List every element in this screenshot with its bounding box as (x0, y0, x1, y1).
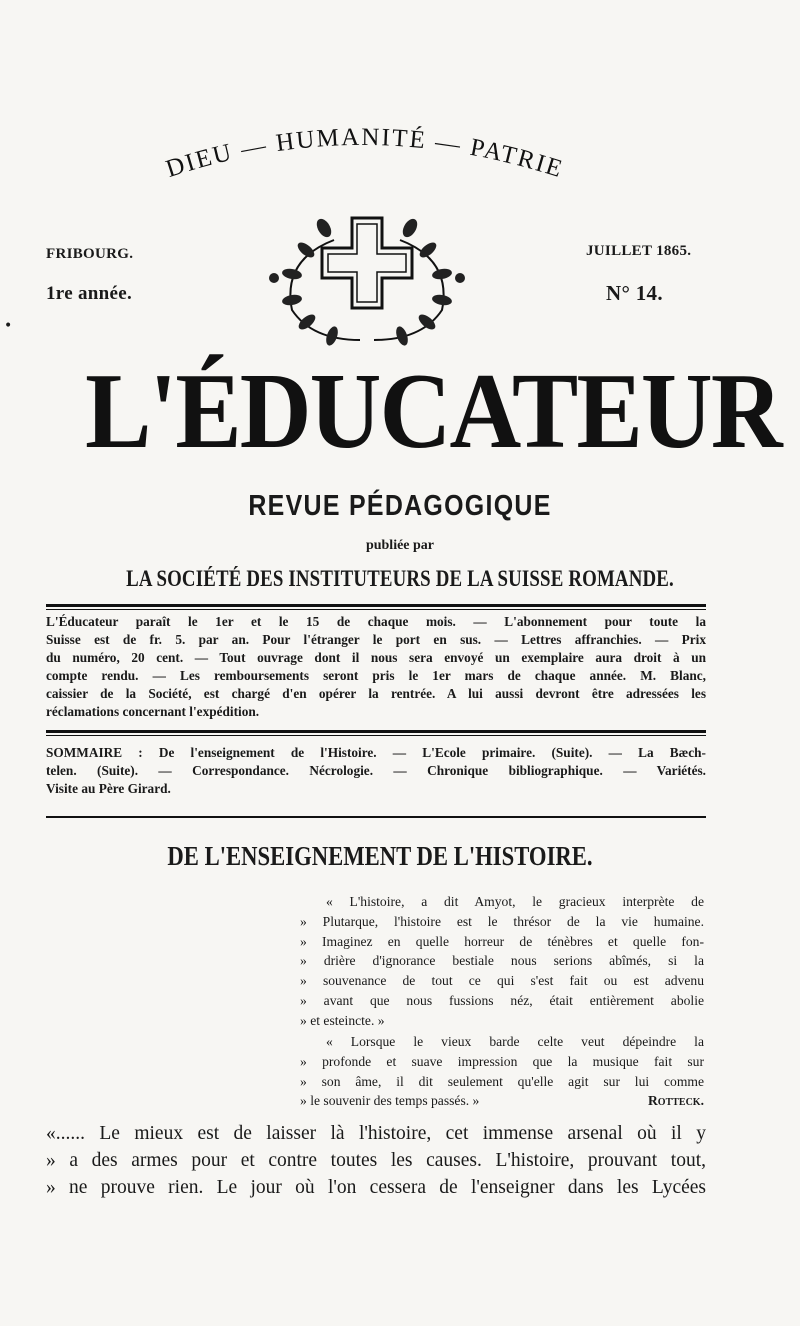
divider-rule (46, 609, 706, 610)
body-line: » a des armes pour et contre toutes les causes. L'histoire, prouvant tout, (46, 1150, 706, 1171)
place-label: FRIBOURG. (46, 246, 134, 262)
quote-text: » le souvenir des temps passés. » (300, 1093, 480, 1109)
notice-line: Suisse est de fr. 5. par an. Pour l'étranger le port en sus. — Lettres affranchies. — Prix (46, 632, 706, 647)
divider-rule (46, 730, 706, 733)
quote-author: Rotteck. (647, 1093, 704, 1109)
summary-line: Visite au Père Girard. (46, 781, 171, 796)
quote-line: » et esteincte. » (300, 1012, 385, 1028)
summary-line: telen. (Suite). — Correspondance. Nécrologie. — Chronique bibliographique. — Variétés. (46, 763, 706, 778)
quote-line: » drière d'ignorance bestiale nous serions abîmés, si la (300, 953, 704, 969)
year-label: 1re année. (46, 283, 133, 304)
published-by: publiée par (365, 538, 435, 553)
issue-number: N° 14. (606, 281, 663, 305)
quote-line: » Plutarque, l'histoire est le thrésor de la vie humaine. (300, 913, 704, 929)
amyot-quote (300, 892, 704, 1031)
notice-line: compte rendu. — Les remboursements seront pris le 1er mars de chaque année. M. Blanc, (46, 668, 706, 683)
masthead-subtitle: REVUE PÉDAGOGIQUE (248, 490, 552, 522)
rotteck-quote (300, 1032, 704, 1111)
divider-rule (46, 735, 706, 736)
notice-line: réclamations concernant l'expédition. (46, 704, 260, 719)
masthead-title: L'ÉDUCATEUR (85, 352, 781, 471)
summary-line: SOMMAIRE : De l'enseignement de l'Histoire. — L'Ecole primaire. (Suite). — La Bæch- (46, 745, 706, 760)
margin-dot: • (4, 318, 13, 334)
cross-wreath-emblem (262, 200, 472, 348)
quote-line: » son âme, il dit seulement qu'elle agit sur lui comme (300, 1073, 704, 1089)
issue-date: JUILLET 1865. (586, 243, 692, 259)
motto-text: DIEU — HUMANITÉ — PATRIE (162, 123, 567, 184)
notice-line: caissier de la Société, est chargé d'en opérer la rentrée. A lui aussi devront être adressées les (46, 686, 706, 701)
body-line: » ne prouve rien. Le jour où l'on cessera de l'enseigner dans les Lycées (46, 1177, 706, 1198)
quote-line: « Lorsque le vieux barde celte veut dépeindre la (326, 1034, 704, 1049)
svg-text:DIEU — HUMANITÉ — PATRIE (163, 124, 567, 184)
quote-line: » profonde et suave impression que la musique fait sur (300, 1053, 704, 1069)
quote-line (300, 1091, 704, 1111)
quote-line: » souvenance de tout ce qui s'est fait ou est advenu (300, 973, 704, 989)
divider-rule (46, 816, 706, 818)
notice-line: du numéro, 20 cent. — Tout ouvrage dont il nous sera envoyé un exemplaire aura droit à un (46, 650, 706, 665)
subscription-notice (46, 613, 706, 721)
society-name: LA SOCIÉTÉ DES INSTITUTEURS DE LA SUISSE ROMANDE. (126, 566, 674, 591)
table-of-contents (46, 744, 706, 798)
article-body (46, 1120, 706, 1201)
quote-line: » avant que nous fussions néz, était entièrement abolie (300, 992, 704, 1008)
body-line: «...... Le mieux est de laisser là l'histoire, cet immense arsenal où il y (46, 1123, 706, 1144)
article-title: DE L'ENSEIGNEMENT DE L'HISTOIRE. (167, 841, 593, 871)
divider-rule (46, 604, 706, 607)
quote-line: « L'histoire, a dit Amyot, le gracieux interprète de (326, 894, 704, 909)
motto-arc (100, 110, 620, 200)
quote-line: » Imaginez en quelle horreur de ténèbres et quelle fon- (300, 933, 704, 949)
notice-line: L'Éducateur paraît le 1er et le 15 de chaque mois. — L'abonnement pour toute la (46, 614, 706, 629)
